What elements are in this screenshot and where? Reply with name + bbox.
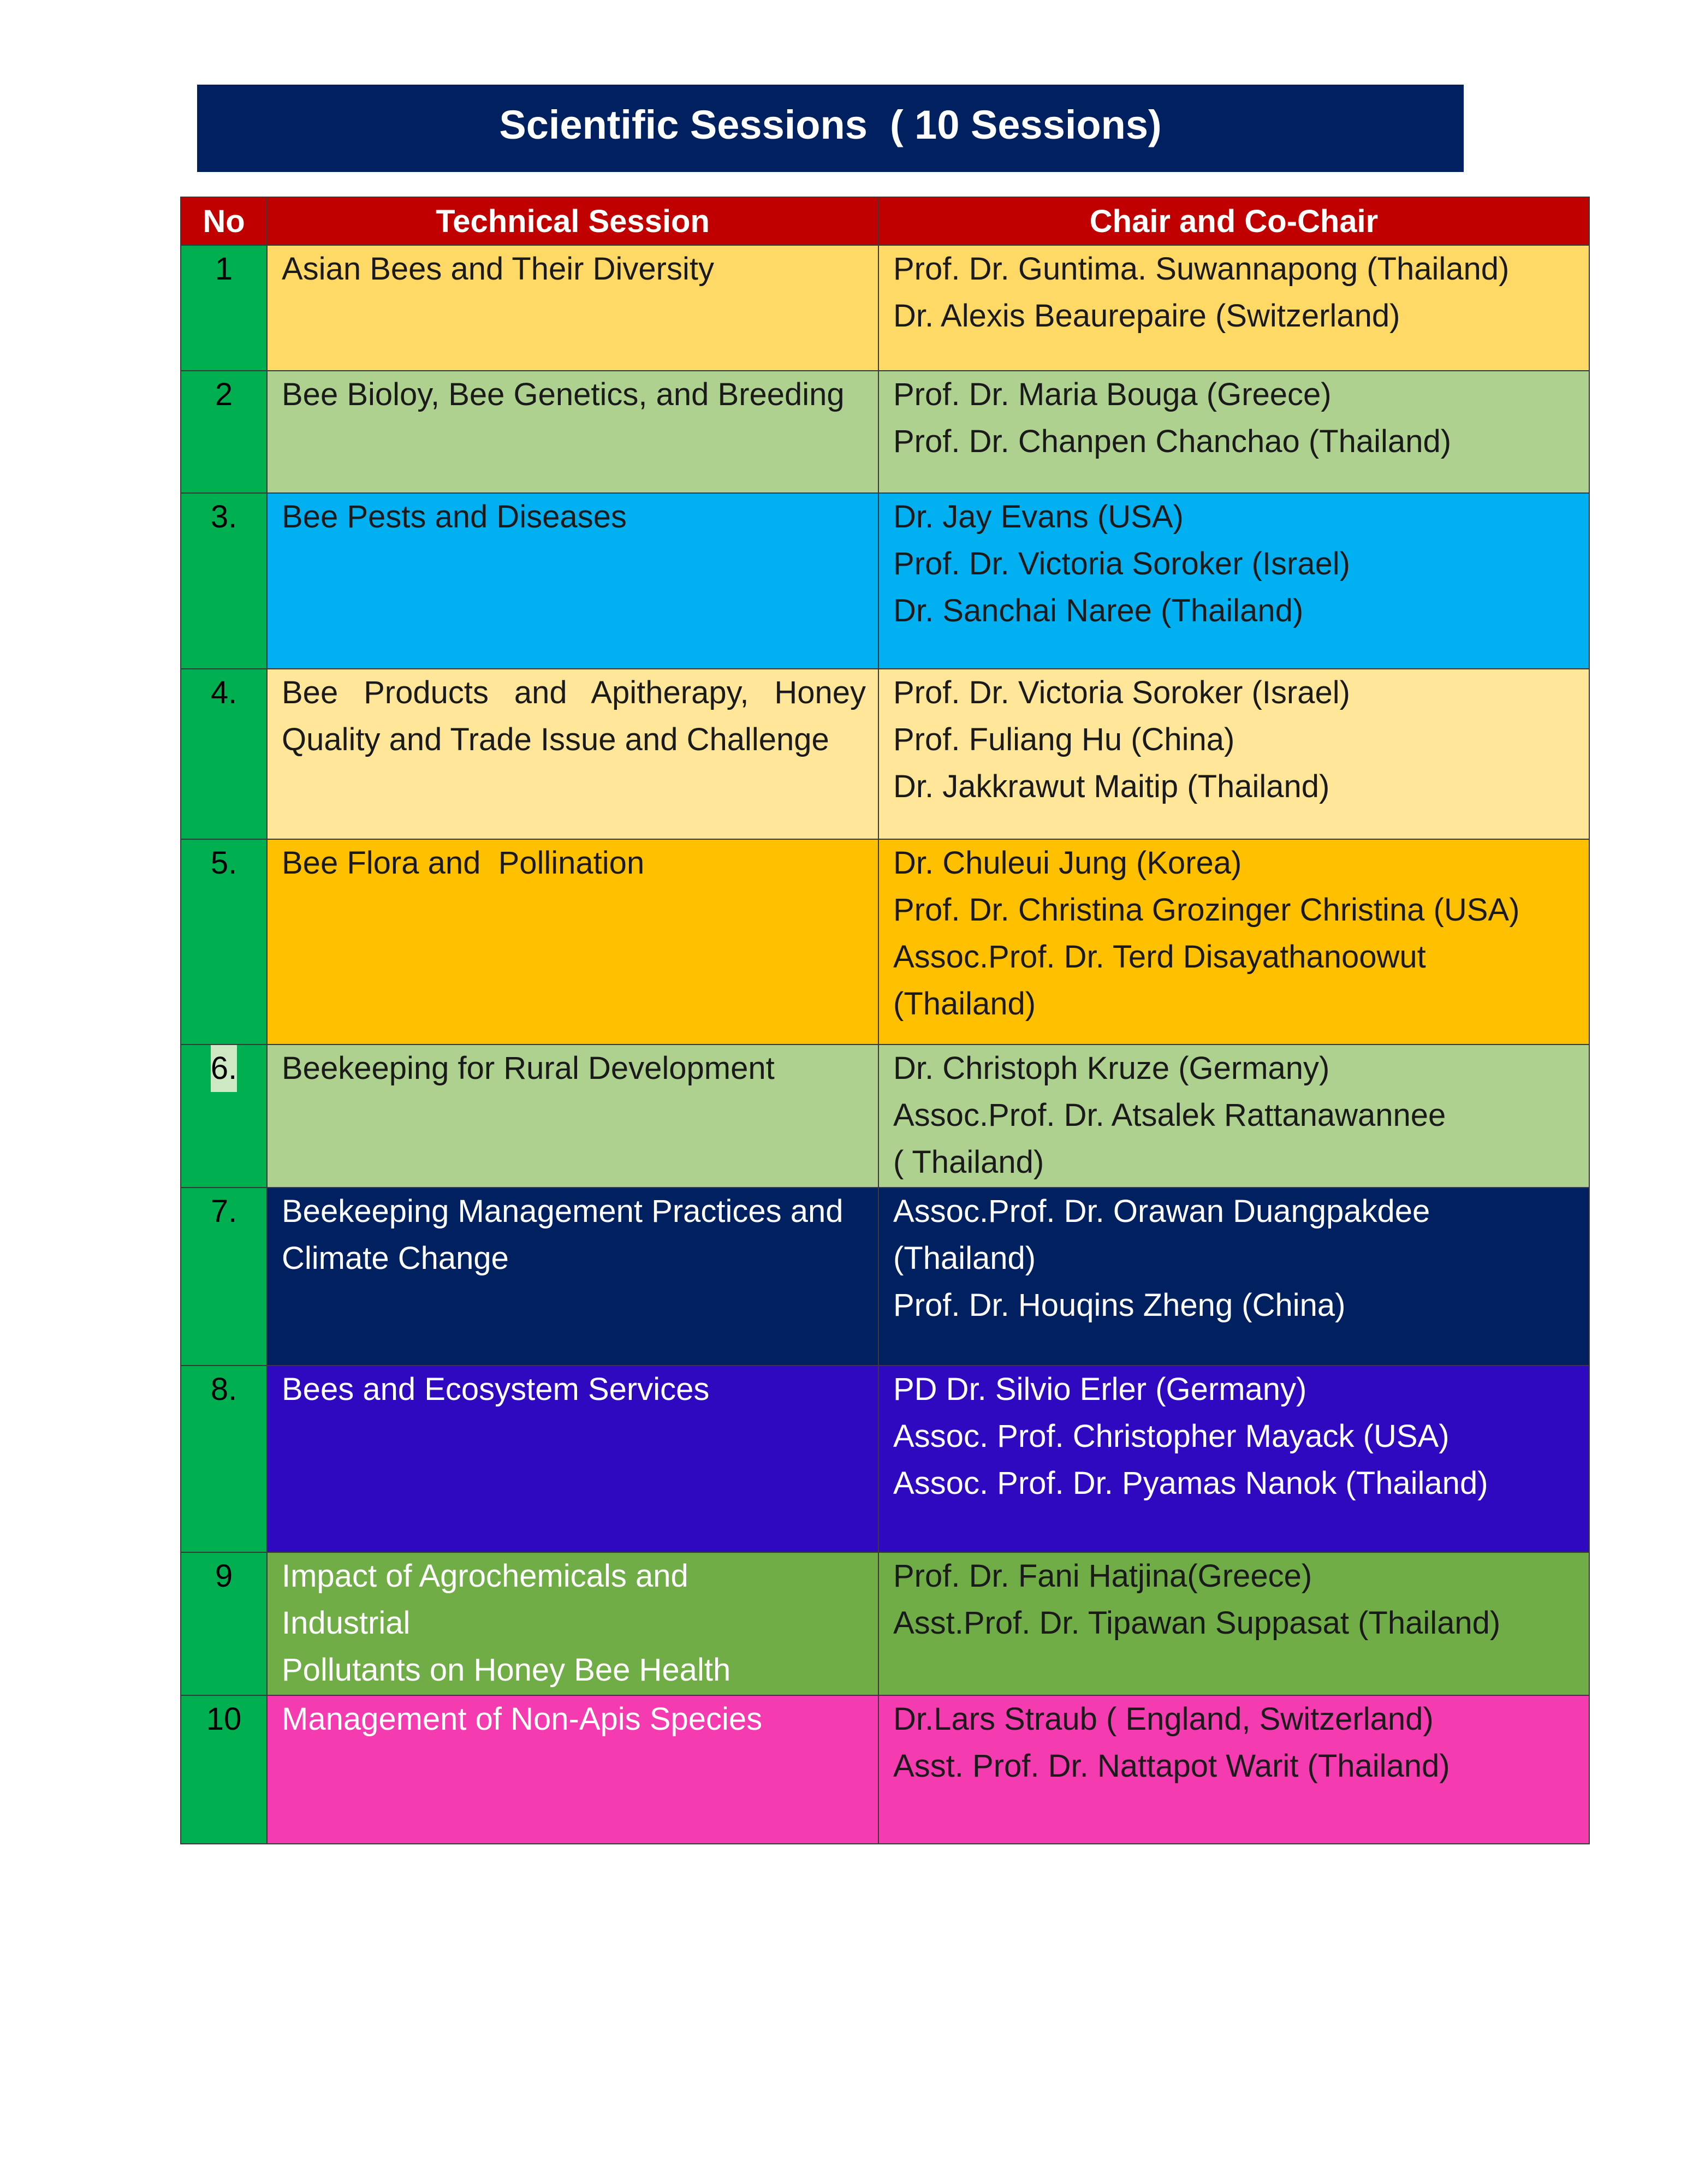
chair-name: Prof. Dr. Fani Hatjina(Greece) — [893, 1558, 1312, 1594]
table-row — [181, 493, 1589, 669]
chair-name: Dr. Alexis Beaurepaire (Switzerland) — [893, 298, 1400, 334]
session-title-line: Impact of Agrochemicals and — [282, 1558, 688, 1594]
technical-session-cell — [267, 1366, 878, 1552]
chair-name: Dr. Sanchai Naree (Thailand) — [893, 593, 1304, 628]
chair-cell — [878, 1366, 1589, 1552]
session-number: 8. — [181, 1366, 267, 1552]
table-row — [181, 1552, 1589, 1695]
table-row — [181, 371, 1589, 493]
session-number: 1 — [181, 245, 267, 371]
session-title: Beekeeping Management Practices and Climate Change — [282, 1194, 844, 1276]
chair-cell — [878, 493, 1589, 669]
session-number: 5. — [181, 839, 267, 1044]
chair-name: Assoc.Prof. Dr. Orawan Duangpakdee — [893, 1194, 1430, 1229]
chair-name: Dr. Jakkrawut Maitip (Thailand) — [893, 769, 1330, 804]
session-title: Bee Flora and Pollination — [282, 845, 645, 881]
session-title: Bees and Ecosystem Services — [282, 1372, 710, 1407]
technical-session-cell — [267, 371, 878, 493]
session-title: Bee Pests and Diseases — [282, 499, 627, 535]
chair-name: Dr. Christoph Kruze (Germany) — [893, 1051, 1330, 1086]
technical-session-cell — [267, 1552, 878, 1695]
chair-name: Prof. Dr. Christina Grozinger Christina (USA) — [893, 892, 1520, 928]
chair-name: Asst. Prof. Dr. Nattapot Warit (Thailand) — [893, 1748, 1450, 1784]
chair-name: Prof. Dr. Victoria Soroker (Israel) — [893, 675, 1350, 710]
session-number — [181, 1044, 267, 1188]
chair-cell — [878, 669, 1589, 839]
chair-name: PD Dr. Silvio Erler (Germany) — [893, 1372, 1307, 1407]
technical-session-cell — [267, 493, 878, 669]
chair-name: Prof. Dr. Guntima. Suwannapong (Thailand) — [893, 251, 1510, 287]
session-title: Bee Bioloy, Bee Genetics, and Breeding — [282, 377, 845, 412]
table-row — [181, 669, 1589, 839]
chair-cell — [878, 1695, 1589, 1844]
chair-cell — [878, 1044, 1589, 1188]
session-title: Bee Products and Apitherapy, Honey Quality and Trade Issue and Challenge — [282, 675, 866, 757]
technical-session-cell — [267, 839, 878, 1044]
table-row — [181, 1188, 1589, 1366]
chair-name: Dr. Chuleui Jung (Korea) — [893, 845, 1242, 881]
technical-session-cell — [267, 1188, 878, 1366]
technical-session-cell — [267, 1695, 878, 1844]
session-number: 9 — [181, 1552, 267, 1695]
column-header-no: No — [181, 197, 267, 245]
chair-name: Assoc.Prof. Dr. Atsalek Rattanawannee — [893, 1097, 1446, 1133]
technical-session-cell — [267, 669, 878, 839]
chair-name: Asst.Prof. Dr. Tipawan Suppasat (Thailand) — [893, 1605, 1501, 1641]
chair-name: Dr.Lars Straub ( England, Switzerland) — [893, 1701, 1434, 1737]
chair-cell — [878, 1552, 1589, 1695]
chair-name: Prof. Dr. Houqins Zheng (China) — [893, 1287, 1346, 1323]
session-title-line: Pollutants on Honey Bee Health — [282, 1652, 731, 1688]
chair-name: (Thailand) — [893, 986, 1036, 1022]
chair-name: Assoc. Prof. Christopher Mayack (USA) — [893, 1419, 1450, 1454]
table-row — [181, 1695, 1589, 1844]
table-row — [181, 839, 1589, 1044]
session-number: 4. — [181, 669, 267, 839]
chair-name: Assoc.Prof. Dr. Terd Disayathanoowut — [893, 939, 1426, 975]
table-header-row — [181, 197, 1589, 245]
chair-cell — [878, 371, 1589, 493]
technical-session-cell — [267, 245, 878, 371]
session-number-text: 6. — [211, 1045, 237, 1092]
chair-name: Prof. Fuliang Hu (China) — [893, 722, 1235, 757]
session-number: 3. — [181, 493, 267, 669]
page-title: Scientific Sessions ( 10 Sessions) — [197, 85, 1464, 172]
chair-name: Dr. Jay Evans (USA) — [893, 499, 1184, 535]
sessions-table — [180, 197, 1590, 1844]
session-title-line: Industrial — [282, 1605, 411, 1641]
chair-name: Assoc. Prof. Dr. Pyamas Nanok (Thailand) — [893, 1465, 1488, 1501]
table-row — [181, 1044, 1589, 1188]
column-header-technical-session: Technical Session — [267, 197, 878, 245]
session-number: 7. — [181, 1188, 267, 1366]
table-row — [181, 1366, 1589, 1552]
table-row — [181, 245, 1589, 371]
session-title: Asian Bees and Their Diversity — [282, 251, 714, 287]
chair-cell — [878, 1188, 1589, 1366]
session-number: 2 — [181, 371, 267, 493]
session-title: Beekeeping for Rural Development — [282, 1051, 775, 1086]
chair-name: ( Thailand) — [893, 1144, 1044, 1180]
chair-cell — [878, 839, 1589, 1044]
technical-session-cell — [267, 1044, 878, 1188]
column-header-chair: Chair and Co-Chair — [878, 197, 1589, 245]
chair-name: (Thailand) — [893, 1241, 1036, 1276]
chair-cell — [878, 245, 1589, 371]
chair-name: Prof. Dr. Chanpen Chanchao (Thailand) — [893, 424, 1452, 459]
session-title: Management of Non-Apis Species — [282, 1701, 763, 1737]
session-number: 10 — [181, 1695, 267, 1844]
chair-name: Prof. Dr. Maria Bouga (Greece) — [893, 377, 1332, 412]
chair-name: Prof. Dr. Victoria Soroker (Israel) — [893, 546, 1350, 581]
